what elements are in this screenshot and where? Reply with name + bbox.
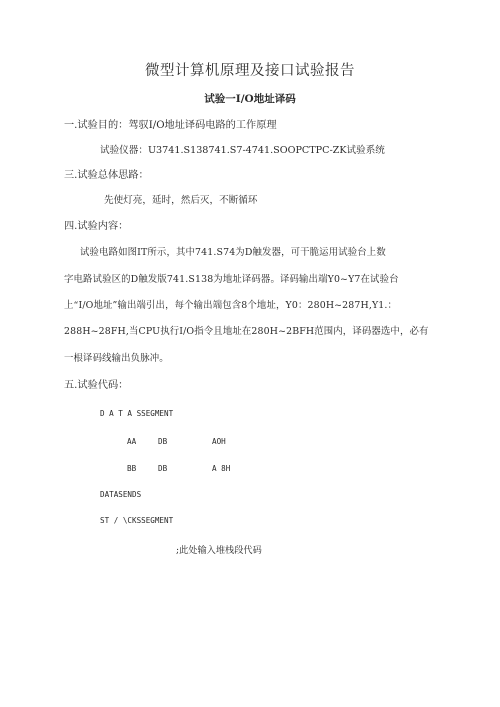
code-directive-db-1: DB: [158, 437, 168, 446]
content-line-2: 字电路试验区的D触发版741.S138为地址译码器。译码输出端Y0~Y7在试验台: [64, 274, 399, 285]
section-approach-heading: 三.试验总体思路：: [64, 170, 149, 181]
instruments-line: 试验仪器：U3741.S138741.S7-4741.SOOPCTPC-ZK试验系统: [100, 145, 385, 156]
code-value-aoh: AOH: [212, 437, 226, 446]
code-comment: ;此处输入堆栈段代码: [176, 545, 262, 556]
section-content-heading: 四.试验内容：: [64, 221, 129, 232]
code-directive-db-2: DB: [158, 464, 168, 473]
code-label-aa: AA: [127, 437, 137, 446]
code-data-ends: DATASENDS: [100, 490, 142, 499]
content-line-5: 一根译码线输出负脉冲。: [64, 353, 169, 364]
section-code-heading: 五.试验代码：: [64, 380, 129, 391]
section-purpose: 一.试验目的：驾驭I/O地址译码电路的工作原理: [64, 120, 277, 131]
code-stack-segment: ST / \CKSSEGMENT: [100, 516, 174, 525]
approach-text: 先使灯亮，延时，然后灭，不断循环: [104, 195, 258, 206]
code-label-bb: BB: [127, 464, 137, 473]
document-title: 微型计算机原理及接口试验报告: [145, 63, 355, 79]
content-line-3: 上“I/O地址”输出端引出，每个输出端包含8个地址，Y0：280H~287H,Y1.：: [64, 300, 398, 311]
content-line-4: 288H~28FH,当CPU执行I/O指令且地址在280H~2BFH范围内，译码器选中，必有: [64, 326, 429, 337]
content-line-1: 试验电路如图IT所示，其中741.S74为D触发器，可干脆运用试验台上数: [80, 247, 386, 258]
code-value-a8h: A 8H: [212, 464, 231, 473]
document-subtitle: 试验一I/O地址译码: [204, 93, 296, 105]
code-data-segment: D A T A SSEGMENT: [100, 409, 174, 418]
